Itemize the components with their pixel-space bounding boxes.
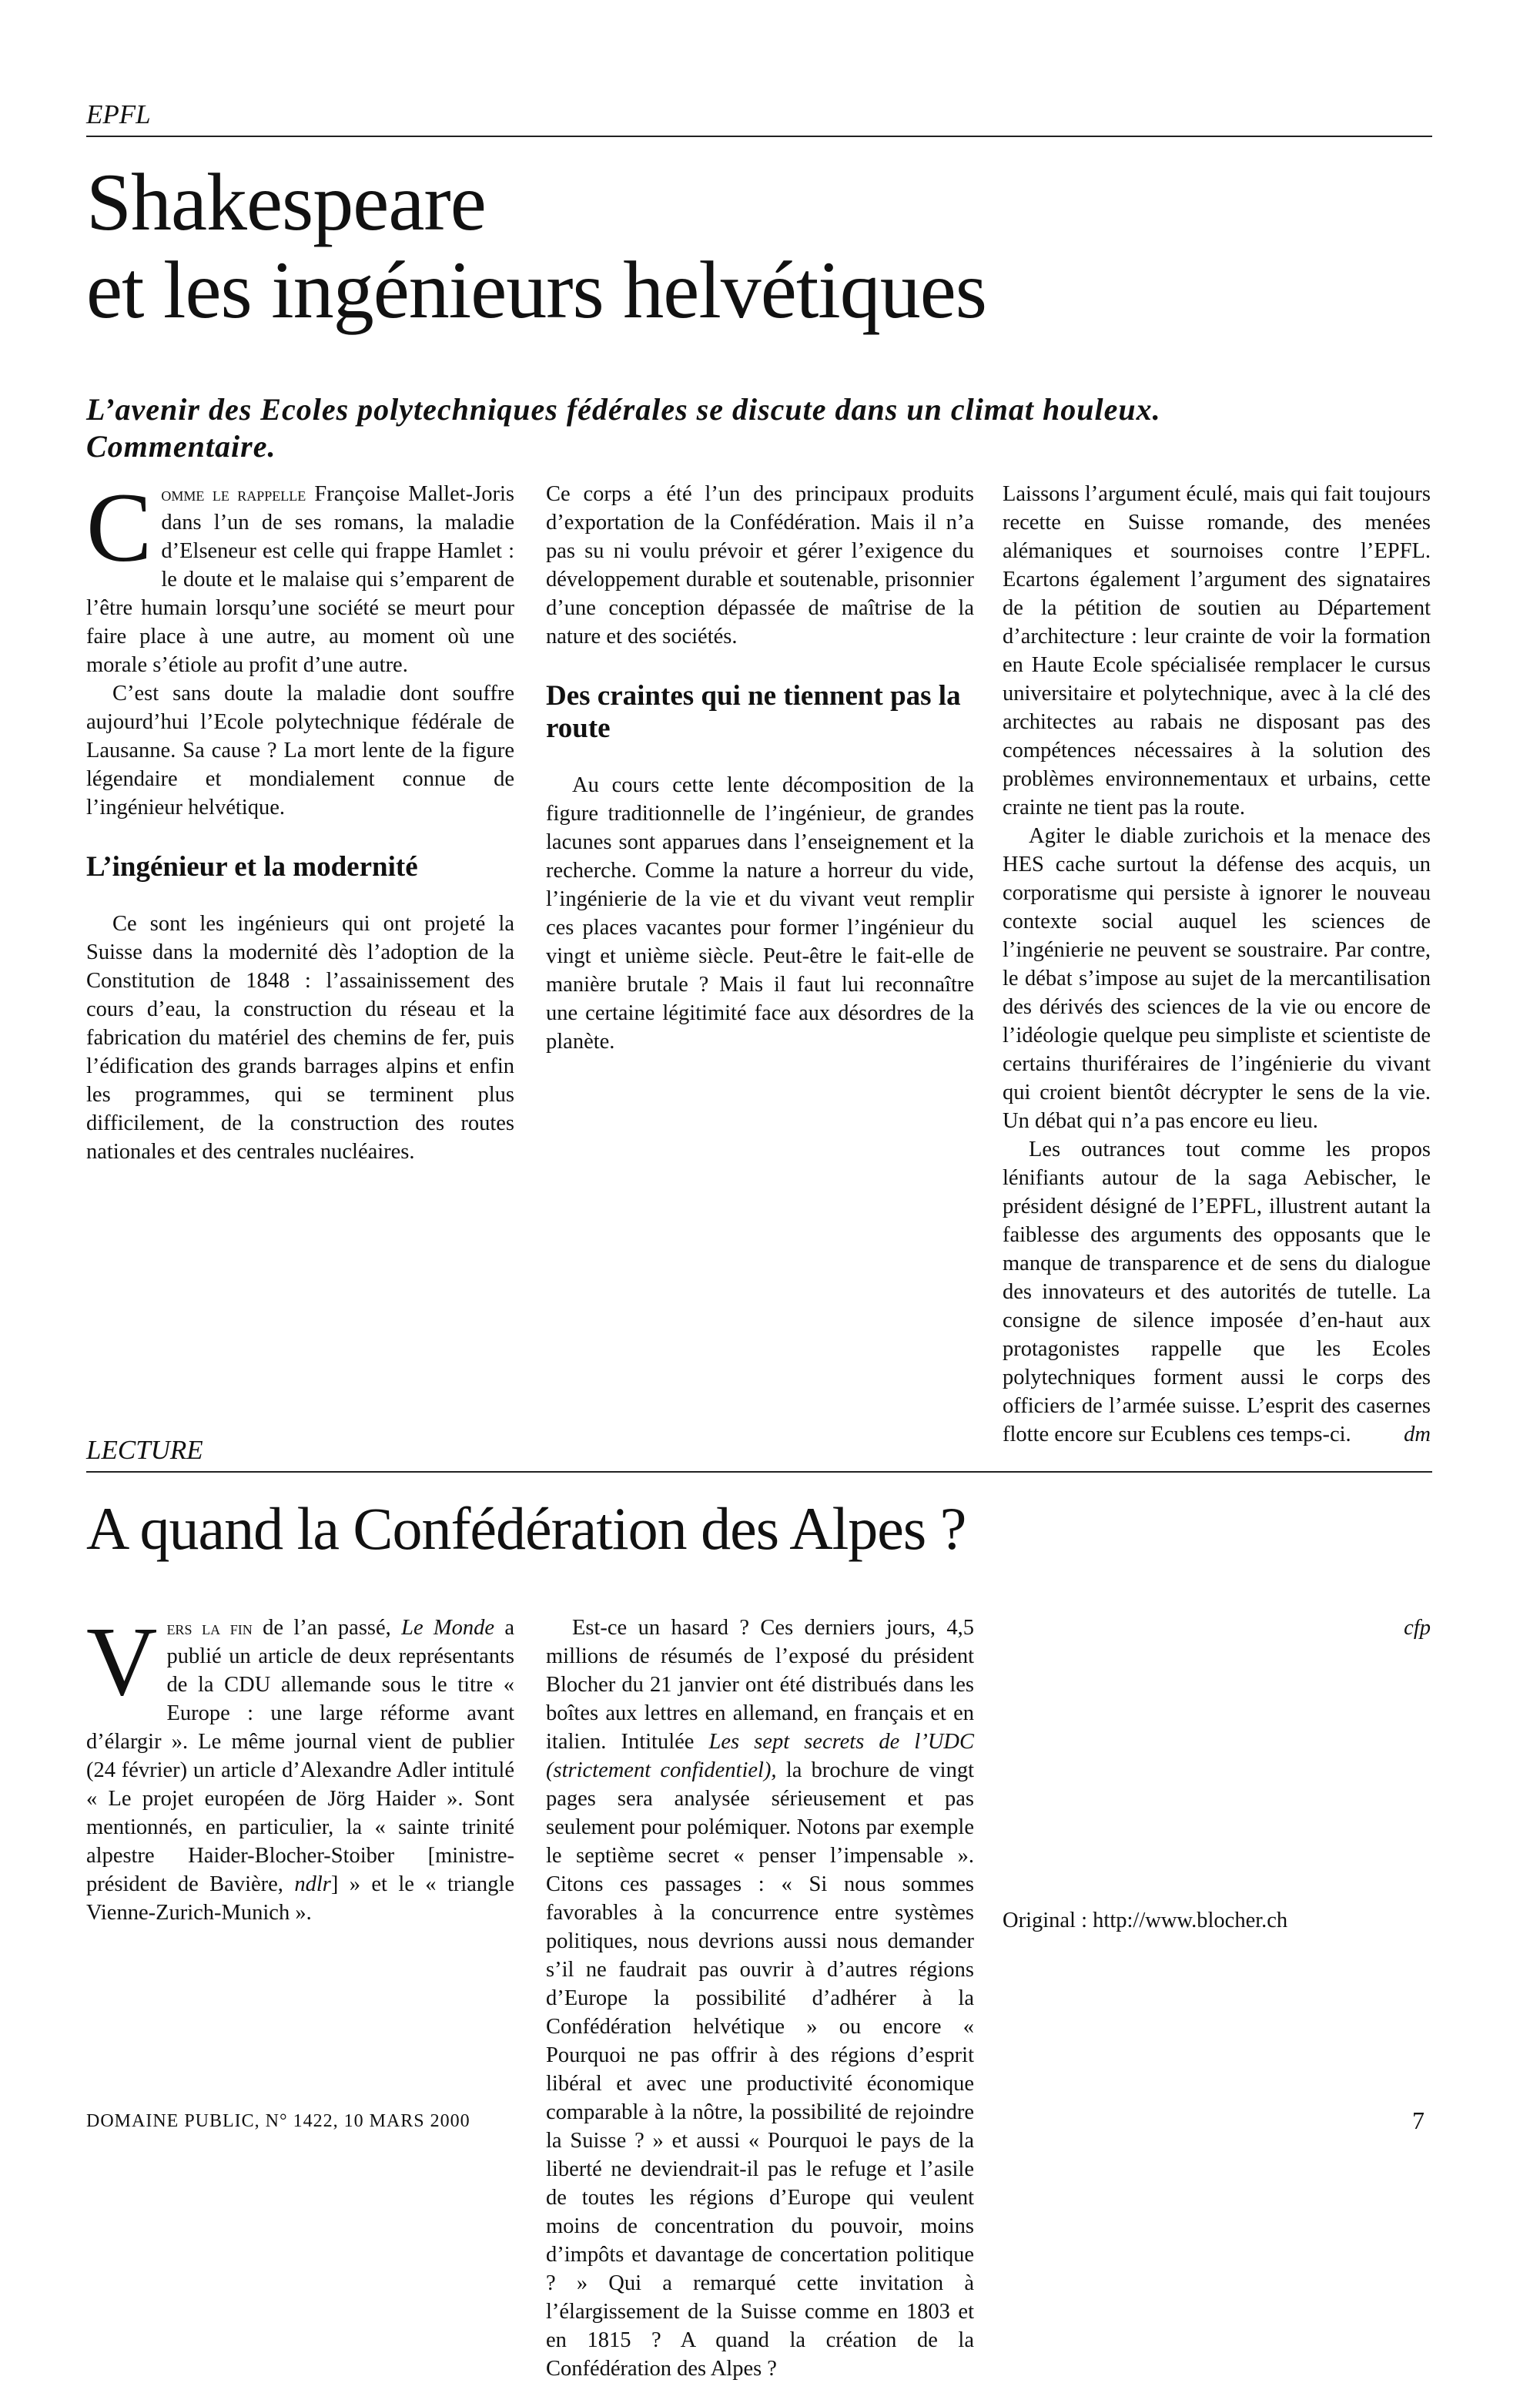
paragraph-text: Françoise Mallet-Joris dans l’un de ses romans, la maladie d’Elseneur est celle qui frappe Hamlet : le doute et le malaise qui s’emparent de l’être humain lorsqu’une société se meurt pour faire place à une autre, au moment où une morale s’étiole au profit d’une autre.: [86, 482, 514, 677]
paragraph: Laissons l’argument éculé, mais qui fait toujours recette en Suisse romande, des menées alémaniques et sournoises contre l’EPFL. Ecartons également l’argument des signataires de la pétition de soutien au Département d’architecture : leur crainte de voir la formation en Haute Ecole spécialisée remplacer le cursus universitaire et polytechnique, avec à la clé des architectes au rabais ne disposant pas des compétences nécessaires à la solution des problèmes environnementaux et urbains, cette crainte ne tient pas la route.: [1003, 482, 1431, 819]
paragraph: [86, 473, 514, 679]
paragraph: [1003, 1135, 1431, 1449]
article1-column-1: [86, 473, 514, 1166]
lead-in: ers la fin: [166, 1617, 253, 1639]
article1-column-3: [1003, 480, 1431, 1446]
paragraph: Ce sont les ingénieurs qui ont projeté la Suisse dans la modernité dès l’adoption de la Constitution de 1848 : l’assainissement des cours d’eau, la construction du réseau et la fabrication du matériel des chemins de fer, puis l’édification des grands barrages alpins et enfin les programmes, qui se terminent plus difficilement, de la construction des routes nationales et des centrales nucléaires.: [86, 912, 514, 1164]
paragraph: Au cours cette lente décomposition de la figure traditionnelle de l’ingénieur, de grandes lacunes sont apparues dans l’enseignement et la recherche. Comme la nature a horreur du vide, l’ingénierie de la vie et du vivant veut remplir ces places vacantes pour former l’ingénieur du vingt et unième siècle. Peut-être le fait-elle de manière brutale ? Mais il faut lui reconnaître une certaine légitimité face aux désordres de la planète.: [546, 773, 974, 1054]
article-title: [86, 159, 1441, 334]
lead-in: omme le rappelle: [161, 483, 306, 505]
paragraph-text: Les outrances tout comme les propos lénifiants autour de la saga Aebischer, le président désigné de l’EPFL, illustrent autant la faiblesse des arguments des opposants que le manque de transparence et de sens du dialogue des innovateurs et des autorités de tutelle. La consigne de silence imposée d’en-haut aux protagonistes rappelle que les Ecoles polytechniques forment aussi le corps des officiers de l’armée suisse. L’esprit des casernes flotte encore sur Ecublens ces temps-ci.: [1003, 1138, 1431, 1446]
title-line-2: et les ingénieurs helvétiques: [86, 245, 987, 335]
author-signature: dm: [1404, 1423, 1431, 1446]
author-signature: cfp: [1404, 1616, 1431, 1640]
article2-column-3: [1003, 1614, 1431, 1935]
article1-column-2: [546, 480, 974, 1389]
drop-cap: V: [86, 1607, 158, 1716]
drop-cap: C: [86, 473, 152, 582]
paragraph-text: Est-ce un hasard ? Ces derniers jours, 4,5 millions de résumés de l’exposé du président Blocher du 21 janvier ont été distribués dans les boîtes aux lettres en allemand, en français et en italien. Intitulée: [546, 1616, 974, 1754]
article2-title: A quand la Confédération des Alpes ?: [86, 1495, 966, 1562]
source-link[interactable]: Original : http://www.blocher.ch: [1003, 1909, 1288, 1932]
paragraph-text: a publié un article de deux représentants de la CDU allemande sous le titre « Europe : une large réforme avant d’élargir ». Le même journal vient de publier (24 février) un article d’Alexandre Adler intitulé « Le projet européen de Jörg Haider ». Sont mentionnés, en particulier, la « sainte trinité alpestre Haider-Blocher-Stoiber [ministre-président de Bavière,: [86, 1616, 514, 1896]
editor-note: ndlr: [294, 1872, 331, 1896]
article2-column-1: [86, 1607, 515, 2045]
paragraph: [546, 1614, 974, 2383]
subheading: L’ingénieur et la modernité: [86, 851, 418, 883]
section-label-lecture: LECTURE: [86, 1434, 1432, 1473]
paragraph-text: de l’an passé,: [252, 1616, 402, 1640]
publication-name: Le Monde: [401, 1616, 495, 1640]
publication-footer: DOMAINE PUBLIC, N° 1422, 10 MARS 2000: [86, 2111, 470, 2131]
paragraph-text: la brochure de vingt pages sera analysée sérieusement et pas seulement pour polémiquer. Notons par exemple le septième secret « penser l’impensable ». Citons ces passages : « Si nous sommes favorables à la concurrence entre systèmes politiques, nous devrions aussi nous demander s’il ne faudrait pas ouvrir à d’autres régions d’Europe la possibilité d’adhérer à la Confédération helvétique » ou encore « Pourquoi ne pas offrir à des régions d’esprit libéral et avec une productivité économique comparable à la nôtre, la possibilité de rejoindre la Suisse ? » et aussi « Pourquoi le pays de la liberté ne deviendrait-il pas le refuge et l’asile de toutes les régions d’Europe qui veulent moins de concentration du pouvoir, moins d’impôts et davantage de concertation politique ? » Qui a remarqué cette invitation à l’élargissement de la Suisse comme en 1803 et en 1815 ? A quand la création de la Confédération des Alpes ?: [546, 1758, 974, 2381]
paragraph: [86, 1607, 515, 1927]
paragraph-text: ] » et le « triangle Vienne-Zurich-Munich ».: [86, 1872, 515, 1925]
section-label-epfl: EPFL: [86, 99, 1432, 137]
subheading: Des craintes qui ne tiennent pas la route: [546, 680, 961, 744]
article2-column-2: [546, 1614, 974, 2381]
brochure-title: Les sept secrets de l’UDC (strictement confidentiel),: [546, 1730, 974, 1782]
standfirst: L’avenir des Ecoles polytechniques fédérales se discute dans un climat houleux. Commentaire.: [86, 392, 1161, 464]
page-number: 7: [1412, 2106, 1424, 2134]
title-line-1: Shakespeare: [86, 157, 486, 247]
paragraph: C’est sans doute la maladie dont souffre aujourd’hui l’Ecole polytechnique fédérale de Lausanne. Sa cause ? La mort lente de la figure légendaire et mondialement connue de l’ingénieur helvétique.: [86, 682, 514, 819]
paragraph: Agiter le diable zurichois et la menace des HES cache surtout la défense des acquis, un corporatisme qui persiste à ignorer le nouveau contexte social auquel les sciences de l’ingénierie ne peuvent se soustraire. Par contre, le débat s’impose au sujet de la mercantilisation des dérivés des sciences de la vie ou encore de l’idéologie quelque peu simpliste et scientiste de certains thuriféraires de l’ingénierie du vivant qui croient bientôt décrypter le sens de la vie. Un débat qui n’a pas encore eu lieu.: [1003, 824, 1431, 1133]
paragraph: Ce corps a été l’un des principaux produits d’exportation de la Confédération. Mais il n’a pas su ni voulu prévoir et gérer l’exigence du développement durable et soutenable, prisonnier d’une conception dépassée de maîtrise de la nature et des sociétés.: [546, 482, 974, 649]
